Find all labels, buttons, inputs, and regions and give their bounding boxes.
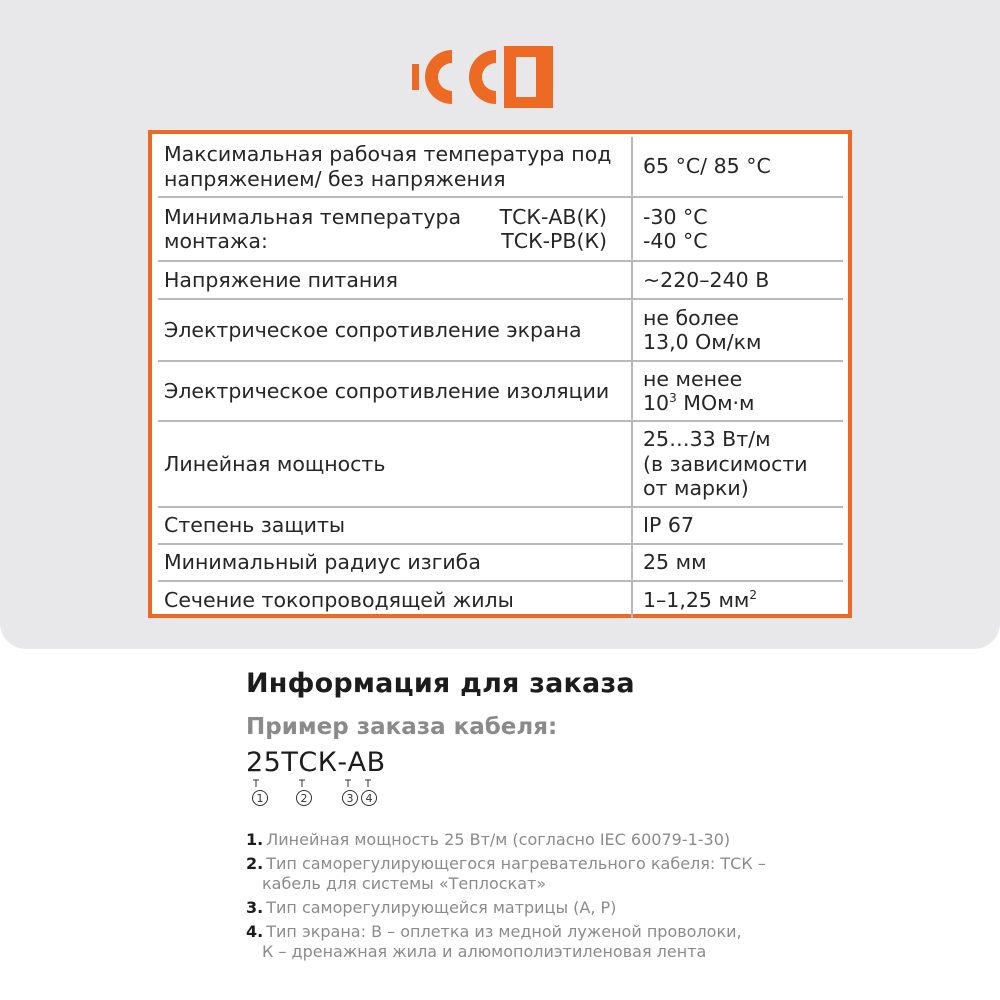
- list-item: [246, 830, 806, 850]
- spec-table-frame: [148, 130, 852, 618]
- spec-value-min-temp: [632, 197, 843, 261]
- note-number: 2.: [246, 854, 264, 873]
- spec-value: 25 мм: [632, 544, 843, 581]
- min-temp-label-line2: монтажа:: [164, 229, 268, 253]
- value-base: 10: [643, 391, 670, 415]
- note-text-continued: К – дренажная жила и алюмополиэтиленовая лента: [262, 942, 707, 961]
- marker-label-3: 3: [346, 792, 354, 805]
- min-temp-value-rb: -40 °C: [643, 229, 708, 253]
- spec-param: Сечение токопроводящей жилы: [158, 581, 632, 618]
- spec-param: Электрическое сопротивление экрана: [158, 299, 632, 361]
- spec-value: [632, 361, 843, 421]
- table-row: [158, 581, 843, 618]
- table-row: [158, 361, 843, 421]
- note-text: Тип саморегулирующегося нагревательного кабеля: ТСК –: [266, 854, 766, 873]
- spec-param: Электрическое сопротивление изоляции: [158, 361, 632, 421]
- note-text: Тип экрана: В – оплетка из медной луженой проволоки,: [266, 922, 742, 941]
- value-superscript: 2: [749, 587, 758, 602]
- spec-value: IP 67: [632, 507, 843, 544]
- spec-value-line: (в зависимости: [643, 451, 808, 476]
- table-row: [158, 261, 843, 299]
- spec-table: [158, 137, 843, 618]
- order-example-subtitle: Пример заказа кабеля:: [246, 714, 558, 740]
- value-superscript: 3: [669, 391, 677, 406]
- table-row: [158, 544, 843, 581]
- note-text: Тип саморегулирующейся матрицы (А, Р): [266, 898, 617, 917]
- spec-param: Линейная мощность: [158, 421, 632, 507]
- spec-value-line: [643, 391, 843, 416]
- table-row: [158, 299, 843, 361]
- list-item: [246, 898, 806, 918]
- min-temp-label-line1: Минимальная температура: [164, 204, 462, 229]
- spec-value: [632, 299, 843, 361]
- note-text-continued: кабель для системы «Теплоскат»: [262, 874, 547, 893]
- table-row: [158, 507, 843, 544]
- list-item: [246, 854, 806, 894]
- spec-value-line: от марки): [643, 476, 749, 501]
- marker-label-4: 4: [365, 792, 373, 805]
- spec-param: Минимальный радиус изгиба: [158, 544, 632, 581]
- note-number: 3.: [246, 898, 264, 917]
- table-row: [158, 137, 843, 197]
- value-unit: МОм·м: [676, 391, 755, 415]
- table-row: [158, 197, 843, 261]
- note-text: Линейная мощность 25 Вт/м (согласно IEC 60079-1-30): [266, 830, 731, 849]
- spec-value-line: 25…33 Вт/м: [643, 427, 771, 452]
- spec-value: [632, 581, 843, 618]
- marker-label-2: 2: [300, 792, 308, 805]
- cable-mark-rb: ТСК-РВ(К): [501, 229, 607, 253]
- marker-label-1: 1: [256, 792, 264, 805]
- order-info-title: Информация для заказа: [246, 668, 635, 699]
- spec-param: Степень защиты: [158, 507, 632, 544]
- spec-value: 65 °C/ 85 °C: [632, 137, 843, 197]
- spec-value: [632, 421, 843, 507]
- table-row: [158, 421, 843, 507]
- min-temp-value-ab: -30 °C: [643, 204, 708, 229]
- note-number: 1.: [246, 830, 264, 849]
- spec-value: ~220–240 В: [632, 261, 843, 299]
- spec-param: Напряжение питания: [158, 261, 632, 299]
- cci-logo: [412, 44, 554, 110]
- note-number: 4.: [246, 922, 264, 941]
- order-notes-list: [246, 830, 806, 966]
- spec-value-line: не более: [643, 305, 740, 330]
- cable-mark-ab: ТСК-АВ(К): [499, 204, 607, 229]
- order-code: 25ТСК-АВ: [246, 747, 386, 778]
- list-item: [246, 922, 806, 962]
- spec-value-line: не менее: [643, 366, 743, 391]
- spec-param-min-temp: [158, 197, 632, 261]
- spec-param: Максимальная рабочая температура под напряжением/ без напряжения: [158, 137, 632, 197]
- value-base: 1–1,25 мм: [643, 587, 750, 612]
- spec-value-line: 13,0 Ом/км: [643, 330, 762, 354]
- order-code-markers: [246, 778, 386, 810]
